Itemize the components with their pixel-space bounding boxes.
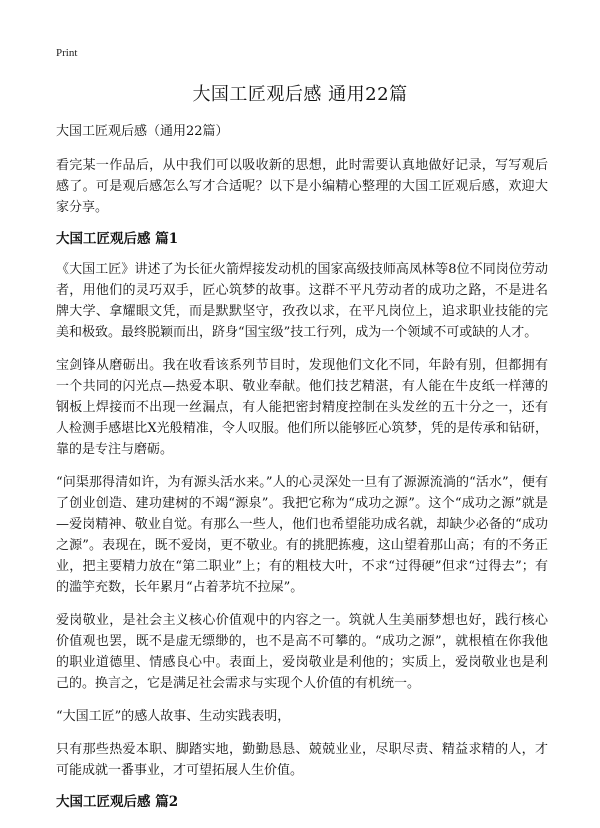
section-1-paragraph-2: 宝剑锋从磨砺出。我在收看该系列节目时，发现他们文化不同，年龄有别，但都拥有一个共同的闪光点—热爱本职、敬业奉献。他们技艺精湛，有人能在牛皮纸一样薄的钢板上焊接而不出现一丝漏点，有人能把密封精度控制在头发丝的五十分之一，还有人检测手感堪比X光般精准，令人叹服。他们所以能够匠心筑梦，凭的是传承和钻研，靠的是专注与磨砺。	[56, 358, 548, 457]
section-1-paragraph-3: “问渠那得清如许，为有源头活水来。”人的心灵深处一旦有了源源流淌的“活水”，便有了创业创造、建功建树的不竭“源泉”。我把它称为“成功之源”。这个“成功之源”就是—爱岗精神、敬业自觉。有那么一些人，他们也希望能功成名就，却缺少必备的“成功之源”。表现在，既不爱岗，更不敬业。有的挑肥拣瘦，这山望着那山高；有的不务正业，把主要精力放在“第二职业”上；有的粗枝大叶，不求“过得硬”但求“过得去”；有的滥竽充数，长年累月“占着茅坑不拉屎”。	[56, 475, 548, 595]
section-heading-1: 大国工匠观后感 篇1	[56, 231, 179, 247]
section-1-paragraph-1: 《大国工匠》讲述了为长征火箭焊接发动机的国家高级技师高凤林等8位不同岗位劳动者，用他们的灵巧双手，匠心筑梦的故事。这群不平凡劳动者的成功之路，不是进名牌大学、拿耀眼文凭，而是默默坚守，孜孜以求，在平凡岗位上，追求职业技能的完美和极致。最终脱颖而出，跻身“国宝级”技工行列，成为一个领域不可或缺的人才。	[56, 262, 548, 340]
page-title: 大国工匠观后感 通用22篇	[192, 84, 408, 105]
article-subtitle: 大国工匠观后感（通用22篇）	[56, 124, 229, 139]
intro-paragraph: 看完某一作品后，从中我们可以吸收新的思想，此时需要认真地做好记录，写写观后感了。可是观后感怎么写才合适呢？以下是小编精心整理的大国工匠观后感，欢迎大家分享。	[56, 158, 548, 215]
article-body	[56, 122, 548, 822]
print-link[interactable]: Print	[56, 47, 78, 59]
section-1-paragraph-6: 只有那些热爱本职、脚踏实地，勤勤恳恳、兢兢业业，尽职尽责、精益求精的人，才可能成就一番事业，才可望拓展人生价值。	[56, 742, 548, 778]
section-1-paragraph-5: “大国工匠”的感人故事、生动实践表明，	[56, 709, 291, 724]
section-heading-2: 大国工匠观后感 篇2	[56, 794, 179, 810]
section-1-paragraph-4: 爱岗敬业，是社会主义核心价值观中的内容之一。筑就人生美丽梦想也好，践行核心价值观也罢，既不是虚无缥缈的，也不是高不可攀的。“成功之源”，就根植在你我他的职业道德里、情感良心中。表面上，爱岗敬业是利他的；实质上，爱岗敬业也是利己的。换言之，它是满足社会需求与实现个人价值的有机统一。	[56, 613, 548, 691]
